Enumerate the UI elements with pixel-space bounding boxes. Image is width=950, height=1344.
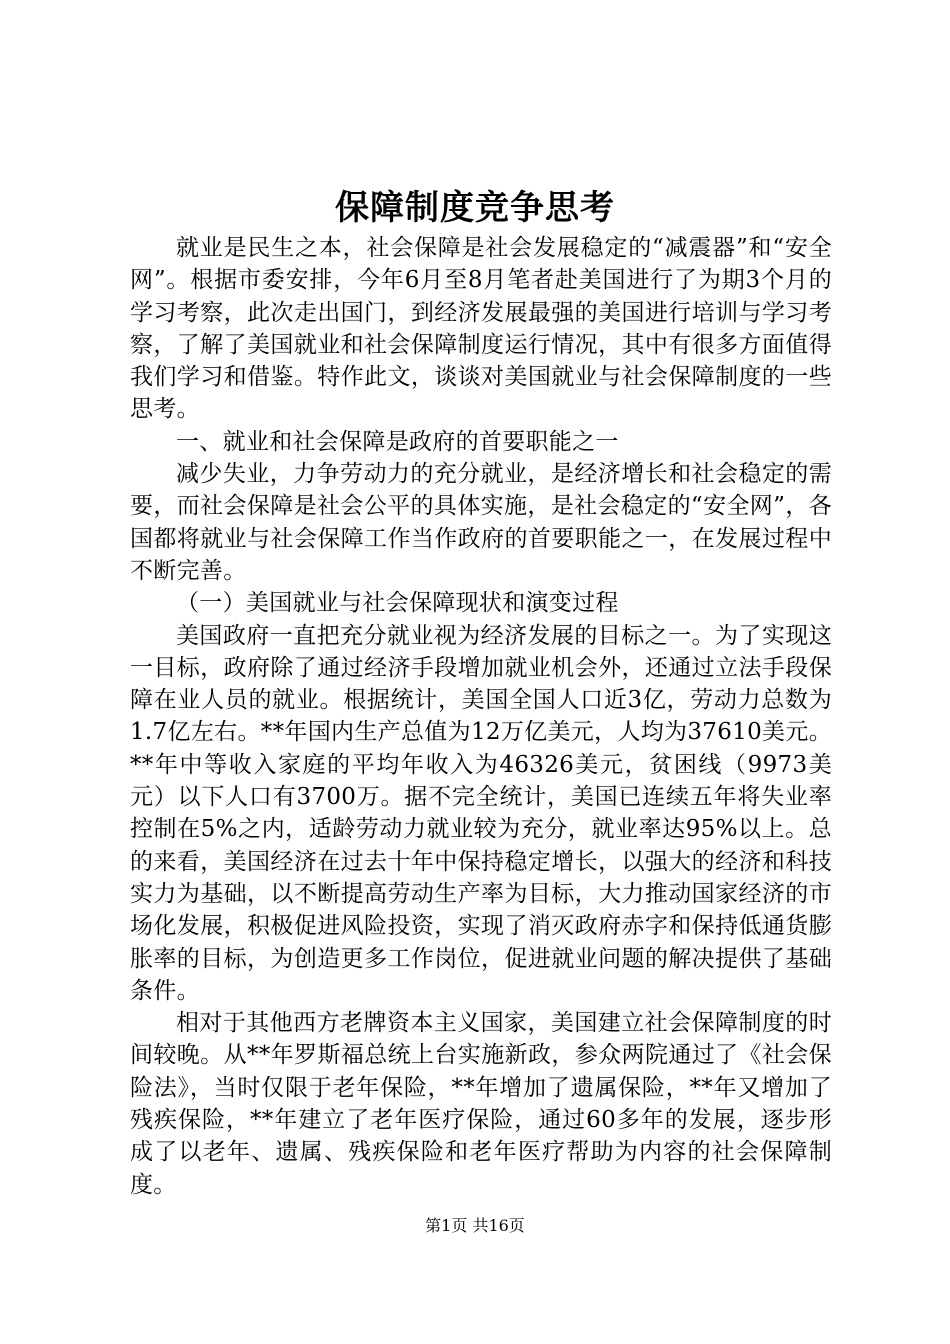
paragraph-intro: 就业是民生之本，社会保障是社会发展稳定的“减震器”和“安全网”。根据市委安排，今年6月至8月笔者赴美国进行了为期3个月的学习考察，此次走出国门，到经济发展最强的美国进行培训与学习考察，了解了美国就业和社会保障制度运行情况，其中有很多方面值得我们学习和借鉴。特作此文，谈谈对美国就业与社会保障制度的一些思考。 [130,235,832,423]
paragraph-social-security: 相对于其他西方老牌资本主义国家，美国建立社会保障制度的时间较晚。从**年罗斯福总统上台实施新政，参众两院通过了《社会保险法》，当时仅限于老年保险，**年增加了遗属保险，**年又增加了残疾保险，**年建立了老年医疗保险，通过60多年的发展，逐步形成了以老年、遗属、残疾保险和老年医疗帮助为内容的社会保障制度。 [130,1010,832,1198]
document-title: 保障制度竞争思考 [335,188,615,228]
document-body [130,232,832,1201]
page-footer: 第1页 共16页 [425,1216,525,1235]
paragraph-section-1: 减少失业，力争劳动力的充分就业，是经济增长和社会稳定的需要，而社会保障是社会公平的具体实施，是社会稳定的“安全网”，各国都将就业与社会保障工作当作政府的首要职能之一，在发展过程中不断完善。 [130,461,832,584]
paragraph-employment: 美国政府一直把充分就业视为经济发展的目标之一。为了实现这一目标，政府除了通过经济手段增加就业机会外，还通过立法手段保障在业人员的就业。根据统计，美国全国人口近3亿，劳动力总数为1.7亿左右。**年国内生产总值为12万亿美元，人均为37610美元。**年中等收入家庭的平均年收入为46326美元，贫困线（9973美元）以下人口有3700万。据不完全统计，美国已连续五年将失业率控制在5%之内，适龄劳动力就业较为充分，就业率达95%以上。总的来看，美国经济在过去十年中保持稳定增长，以强大的经济和科技实力为基础，以不断提高劳动生产率为目标，大力推动国家经济的市场化发展，积极促进风险投资，实现了消灭政府赤字和保持低通货膨胀率的目标，为创造更多工作岗位，促进就业问题的解决提供了基础条件。 [130,622,832,1004]
subsection-heading-1: （一）美国就业与社会保障现状和演变过程 [176,590,619,617]
section-heading-1: 一、就业和社会保障是政府的首要职能之一 [176,428,619,455]
